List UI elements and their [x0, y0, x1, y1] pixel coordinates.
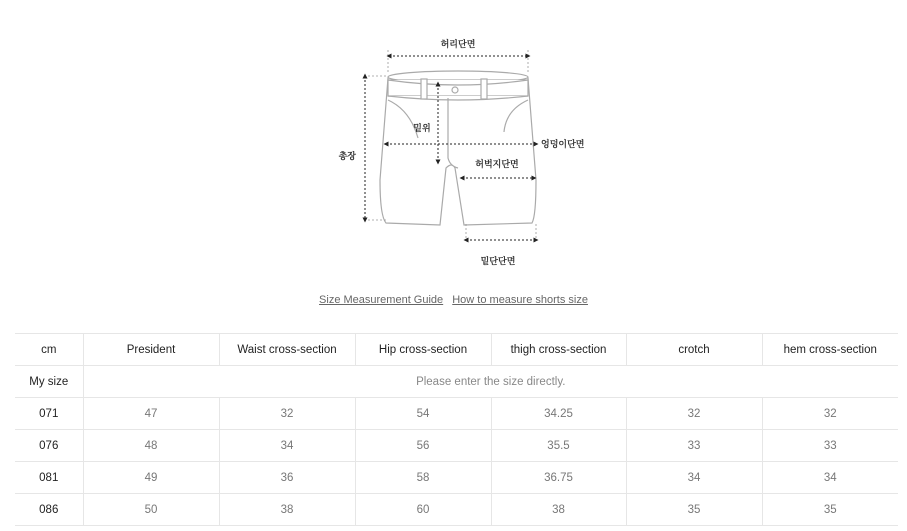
header-hem: hem cross-section: [762, 334, 898, 366]
value-cell: 32: [626, 398, 762, 430]
shorts-outline: [380, 71, 536, 225]
table-row: [15, 398, 898, 430]
value-cell: 35: [762, 494, 898, 526]
value-cell: 50: [83, 494, 219, 526]
value-cell: 34: [219, 430, 355, 462]
value-cell: 34: [762, 462, 898, 494]
value-cell: 56: [355, 430, 491, 462]
size-guide-link[interactable]: Size Measurement Guide: [319, 294, 444, 306]
value-cell: 60: [355, 494, 491, 526]
value-cell: 38: [491, 494, 626, 526]
table-row: [15, 494, 898, 526]
how-to-measure-link[interactable]: How to measure shorts size: [452, 294, 588, 306]
value-cell: 49: [83, 462, 219, 494]
value-cell: 47: [83, 398, 219, 430]
rise-label: 밑위: [413, 124, 431, 134]
table-row: [15, 430, 898, 462]
header-unit: cm: [15, 334, 83, 366]
thigh-label: 허벅지단면: [475, 160, 519, 170]
header-hip: Hip cross-section: [355, 334, 491, 366]
size-table: [15, 333, 898, 526]
header-president: President: [83, 334, 219, 366]
value-cell: 34: [626, 462, 762, 494]
waist-label: 허리단면: [440, 40, 476, 50]
value-cell: 32: [762, 398, 898, 430]
value-cell: 38: [219, 494, 355, 526]
shorts-measurement-diagram: [300, 20, 620, 280]
my-size-input[interactable]: Please enter the size directly.: [83, 366, 898, 398]
header-thigh: thigh cross-section: [491, 334, 626, 366]
table-header-row: [15, 334, 898, 366]
size-cell: 086: [15, 494, 83, 526]
header-waist: Waist cross-section: [219, 334, 355, 366]
header-crotch: crotch: [626, 334, 762, 366]
hem-label: 밑단단면: [480, 257, 516, 267]
value-cell: 33: [762, 430, 898, 462]
value-cell: 34.25: [491, 398, 626, 430]
length-label: 총장: [338, 152, 356, 162]
value-cell: 36.75: [491, 462, 626, 494]
value-cell: 35.5: [491, 430, 626, 462]
value-cell: 54: [355, 398, 491, 430]
size-cell: 076: [15, 430, 83, 462]
guide-links: [0, 294, 907, 306]
value-cell: 36: [219, 462, 355, 494]
my-size-label: My size: [15, 366, 83, 398]
table-row: [15, 462, 898, 494]
hip-label: 엉덩이단면: [541, 140, 585, 150]
value-cell: 58: [355, 462, 491, 494]
value-cell: 35: [626, 494, 762, 526]
value-cell: 33: [626, 430, 762, 462]
my-size-row: [15, 366, 898, 398]
value-cell: 32: [219, 398, 355, 430]
size-cell: 071: [15, 398, 83, 430]
size-cell: 081: [15, 462, 83, 494]
value-cell: 48: [83, 430, 219, 462]
